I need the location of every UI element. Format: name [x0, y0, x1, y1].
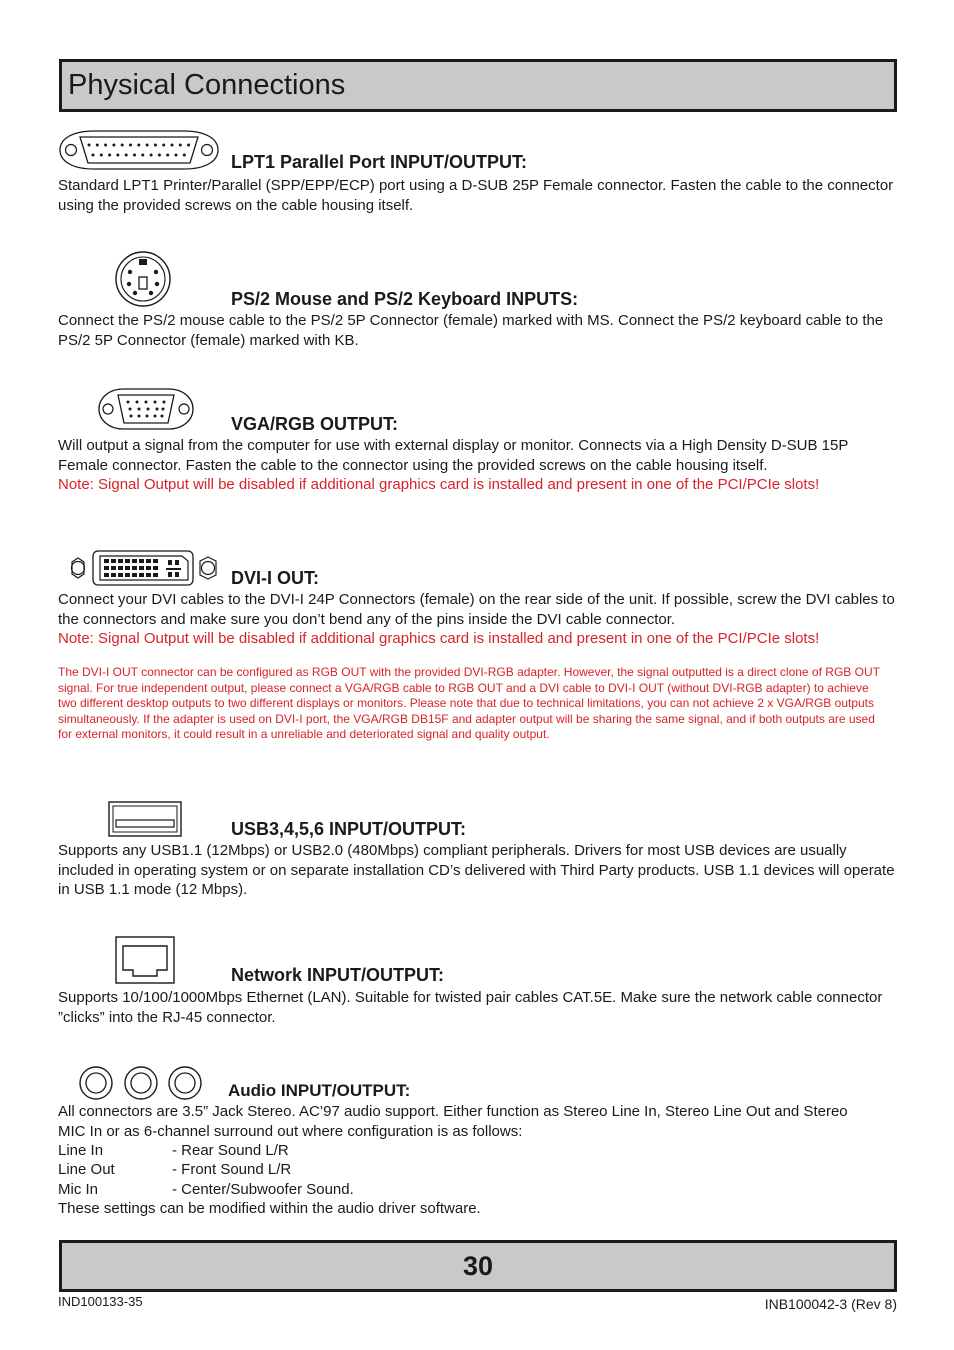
dvi-detail-note	[58, 665, 884, 743]
audio-row-value: - Rear Sound L/R	[172, 1142, 289, 1159]
audio-body: All connectors are 3.5” Jack Stereo. AC’97 audio support. Either function as Stereo Line In, Stereo Line Out and Stereo MIC In or as 6-channel surround out where configuration is as follows:	[58, 1103, 848, 1140]
network-heading: Network INPUT/OUTPUT:	[231, 965, 445, 985]
usb-description	[58, 841, 898, 900]
vga-heading: VGA/RGB OUTPUT:	[231, 414, 399, 434]
page-number-bar	[59, 1240, 897, 1292]
audio-description	[58, 1102, 858, 1141]
dvi-note: Note: Signal Output will be disabled if additional graphics card is installed and present in one of the PCI/PCIe slots!	[58, 630, 820, 647]
ps2-heading: PS/2 Mouse and PS/2 Keyboard INPUTS:	[231, 289, 579, 309]
document-code-right: INB100042-3 (Rev 8)	[764, 1296, 897, 1312]
document-code-left: IND100133-35	[58, 1294, 143, 1309]
audio-row-label: Line In	[58, 1142, 104, 1159]
usb-connector-icon	[108, 801, 182, 837]
network-description	[58, 988, 898, 1027]
audio-row-label: Line Out	[58, 1161, 115, 1178]
dvi-description	[58, 590, 896, 649]
vga-description	[58, 436, 898, 495]
lpt1-heading: LPT1 Parallel Port INPUT/OUTPUT:	[231, 152, 528, 172]
rj45-connector-icon	[115, 936, 175, 984]
vga-connector-icon	[97, 386, 195, 432]
ps2-connector-icon	[114, 250, 172, 308]
usb-body: Supports any USB1.1 (12Mbps) or USB2.0 (480Mbps) compliant peripherals. Drivers for most USB devices are usually included in operating system or on separate installation CD’s delivered with Third Party products. USB 1.1 devices will operate in USB 1.1 mode (12 Mbps).	[58, 842, 895, 898]
dvi-connector-icon	[64, 549, 222, 587]
vga-note: Note: Signal Output will be disabled if additional graphics card is installed and present in one of the PCI/PCIe slots!	[58, 476, 820, 493]
audio-heading: Audio INPUT/OUTPUT:	[228, 1081, 411, 1100]
usb-heading: USB3,4,5,6 INPUT/OUTPUT:	[231, 819, 467, 839]
page-title-bar	[59, 59, 897, 112]
audio-config-row	[58, 1180, 354, 1200]
lpt1-body: Standard LPT1 Printer/Parallel (SPP/EPP/ECP) port using a D-SUB 25P Female connector. Fasten the cable to the connector using the provided screws on the cable housing itself.	[58, 177, 894, 214]
audio-config-row	[58, 1141, 289, 1161]
audio-jack-icon	[77, 1064, 205, 1102]
page-number: 30	[462, 1251, 494, 1281]
network-body: Supports 10/100/1000Mbps Ethernet (LAN). Suitable for twisted pair cables CAT.5E. Make sure the network cable connector ”clicks” into the RJ-45 connector.	[58, 989, 883, 1026]
ps2-body: Connect the PS/2 mouse cable to the PS/2 5P Connector (female) marked with MS. Connect the PS/2 keyboard cable to the PS/2 5P Connector (female) marked with KB.	[58, 312, 884, 349]
dvi-heading: DVI-I OUT:	[231, 568, 319, 588]
audio-row-label: Mic In	[58, 1181, 99, 1198]
dvi-body: Connect your DVI cables to the DVI-I 24P Connectors (female) on the rear side of the unit. If possible, screw the DVI cables to the connectors and make sure you don’t bend any of the pins inside the DVI cable connector.	[58, 591, 895, 628]
audio-row-value: - Front Sound L/R	[172, 1161, 292, 1178]
audio-footer-note: These settings can be modified within the audio driver software.	[58, 1200, 481, 1217]
lpt1-description	[58, 176, 898, 215]
db25-connector-icon	[58, 129, 220, 171]
audio-config-row	[58, 1160, 291, 1180]
dvi-detail: The DVI-I OUT connector can be configured as RGB OUT with the provided DVI-RGB adapter. However, the signal outputted is a direct clone of RGB OUT signal. For true independent output, please connect a VGA/RGB cable to RGB OUT and a DVI cable to DVI-I OUT (without DVI-RGB adapter) to achieve two different desktop outputs to two different displays or monitors. Please note that due to technical limitations, you can not achieve 2 x VGA/RGB outputs simultaneously. If the adapter is used on DVI-I port, the VGA/RGB DB15F and adapter output will be sharing the same signal, and if both outputs are used for external monitors, it could result in a unreliable and deteriorated signal and quality output.	[58, 665, 880, 741]
page-title: Physical Connections	[68, 69, 346, 101]
vga-body: Will output a signal from the computer for use with external display or monitor. Connects via a High Density D-SUB 15P Female connector. Fasten the cable to the connector using the provided screws on the cable housing itself.	[58, 437, 849, 474]
ps2-description	[58, 311, 898, 350]
audio-row-value: - Center/Subwoofer Sound.	[172, 1181, 354, 1198]
